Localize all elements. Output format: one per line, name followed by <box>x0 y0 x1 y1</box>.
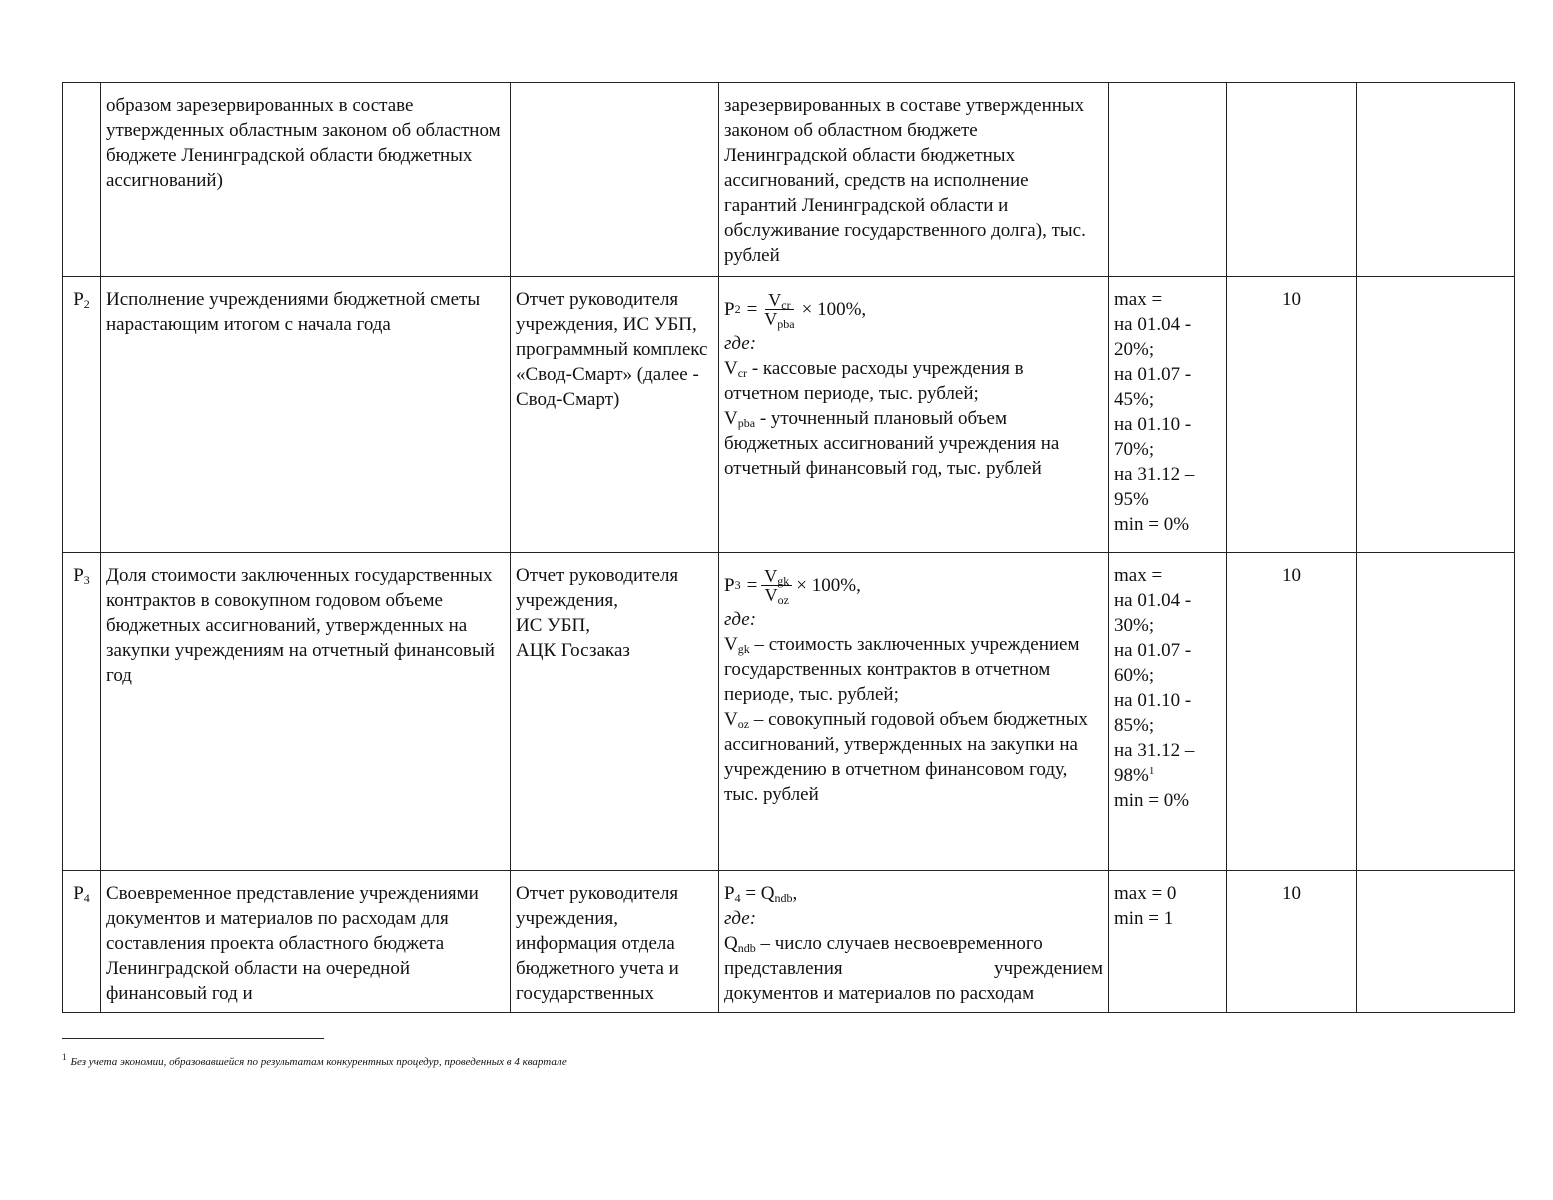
value-range-text: 85%; <box>1114 715 1155 736</box>
variable-symbol: V <box>724 709 738 730</box>
formula-equals: = <box>740 883 761 904</box>
value-range-line <box>1114 387 1221 412</box>
max-points-value: 10 <box>1282 565 1301 586</box>
criterion-number <box>63 871 101 1013</box>
data-source <box>511 83 719 277</box>
formula-multiplier: × 100%, <box>801 298 867 320</box>
value-range-text: на 01.04 - <box>1114 590 1192 611</box>
table-row <box>63 871 1515 1013</box>
calculation-method <box>719 871 1109 1013</box>
value-range <box>1109 277 1227 553</box>
variable-definition-line <box>724 981 1103 1006</box>
formula: P 2 = $\frac{V_{cr}}{V_{pba}}$ × 100%, <box>724 289 867 331</box>
empty-cell <box>1357 277 1515 553</box>
calculation-method <box>719 277 1109 553</box>
value-range-line <box>1114 613 1221 638</box>
denominator-index: pba <box>777 316 795 331</box>
formula-equals: = <box>746 298 758 320</box>
formula-lhs-index: 4 <box>734 891 741 905</box>
formula-denominator <box>762 584 792 607</box>
calculation-method <box>719 83 1109 277</box>
table-row <box>63 83 1515 277</box>
max-points <box>1227 871 1357 1013</box>
value-range-line <box>1114 462 1221 487</box>
value-range-line <box>1114 638 1221 663</box>
variable-symbol: V <box>724 408 738 429</box>
criterion-number-index: 4 <box>83 891 90 905</box>
formula <box>724 881 1103 906</box>
variable-definition-line <box>724 956 1103 981</box>
variable-index: gk <box>737 642 750 656</box>
formula-rhs-index: ndb <box>774 891 793 905</box>
variable-index: oz <box>737 717 750 731</box>
value-range <box>1109 553 1227 871</box>
formula-where-label: где: <box>724 609 757 630</box>
value-range-text: на 01.10 - <box>1114 414 1192 435</box>
variable-symbol: V <box>724 358 738 379</box>
value-range-line <box>1114 906 1221 931</box>
formula-numerator <box>761 567 792 586</box>
value-range-line <box>1114 563 1221 588</box>
criterion-name <box>101 83 511 277</box>
empty-cell <box>1357 83 1515 277</box>
data-source <box>511 871 719 1013</box>
variable-index: ndb <box>737 941 756 955</box>
numerator-index: cr <box>781 297 791 312</box>
value-range-line <box>1114 512 1221 537</box>
criterion-number <box>63 277 101 553</box>
variable-description: - кассовые расходы учреждения в отчетном периоде, тыс. рублей; <box>724 358 1024 404</box>
value-range-text: max = <box>1114 289 1163 310</box>
footnote-text: Без учета экономии, образовавшейся по результатам конкурентных процедур, проведенных в 4 квартале <box>70 1056 567 1068</box>
value-range-text: min = 1 <box>1114 908 1174 929</box>
criterion-name-text: Исполнение учреждениями бюджетной сметы нарастающим итогом с начала года <box>106 289 481 335</box>
value-range-text: на 31.12 – <box>1114 740 1195 761</box>
value-range-line <box>1114 713 1221 738</box>
formula-equals: = <box>746 574 758 596</box>
table-row <box>63 553 1515 871</box>
variable-definition <box>724 406 1103 481</box>
variable-index: pba <box>737 416 756 430</box>
variable-description: – стоимость заключенных учреждением государственных контрактов в отчетном периоде, тыс. рублей; <box>724 634 1080 705</box>
formula-numerator <box>765 291 793 310</box>
formula-rhs: Q <box>760 883 775 904</box>
criterion-number-letter: P <box>73 883 84 904</box>
variable-index: cr <box>737 366 748 380</box>
calculation-method <box>719 553 1109 871</box>
denominator-symbol: V <box>764 584 778 605</box>
max-points <box>1227 83 1357 277</box>
value-range-text: 45%; <box>1114 389 1155 410</box>
value-range-line <box>1114 437 1221 462</box>
criteria-table <box>62 82 1515 1013</box>
value-range-text: на 31.12 – <box>1114 464 1195 485</box>
formula-fraction <box>761 289 797 331</box>
data-source-line: Отчет руководителя <box>516 565 679 586</box>
formula-where-label: где: <box>724 908 757 929</box>
formula-lhs: P <box>724 574 735 596</box>
max-points-value: 10 <box>1282 289 1301 310</box>
variable-definition <box>724 356 1103 406</box>
data-source-line: ИС УБП, <box>516 615 590 636</box>
value-range-text: min = 0% <box>1114 790 1190 811</box>
value-range <box>1109 83 1227 277</box>
footnote <box>62 1052 567 1068</box>
value-range-line <box>1114 688 1221 713</box>
value-range-line <box>1114 588 1221 613</box>
numerator-symbol: V <box>764 565 778 586</box>
value-range-text: на 01.04 - <box>1114 314 1192 335</box>
empty-cell <box>1357 553 1515 871</box>
formula-denominator <box>761 308 797 331</box>
formula-multiplier: × 100%, <box>796 574 861 596</box>
criterion-number-letter: P <box>73 565 84 586</box>
value-range-text: 70%; <box>1114 439 1155 460</box>
value-range-text: 98% <box>1114 765 1149 786</box>
value-range-text: на 01.07 - <box>1114 364 1192 385</box>
value-range-text: на 01.07 - <box>1114 640 1192 661</box>
criterion-number <box>63 83 101 277</box>
data-source-line: АЦК Госзаказ <box>516 640 630 661</box>
denominator-symbol: V <box>764 308 778 329</box>
value-range-line <box>1114 663 1221 688</box>
value-range-line <box>1114 337 1221 362</box>
value-range-text: на 01.10 - <box>1114 690 1192 711</box>
value-range-text: 20%; <box>1114 339 1155 360</box>
value-range-line <box>1114 312 1221 337</box>
variable-definition <box>724 632 1103 707</box>
criterion-name <box>101 553 511 871</box>
criterion-name <box>101 277 511 553</box>
variable-symbol: Q <box>724 933 738 954</box>
footnote-rule <box>62 1038 324 1039</box>
variable-symbol: V <box>724 634 738 655</box>
variable-description: документов и материалов по расходам <box>724 983 1035 1004</box>
criterion-name-text: образом зарезервированных в составе утвержденных областным законом об областном бюджете Ленинградской области бюджетных ассигнований) <box>106 95 501 191</box>
footnote-reference: 1 <box>1148 765 1155 777</box>
value-range <box>1109 871 1227 1013</box>
footnote-mark: 1 <box>62 1052 67 1062</box>
criterion-number-index: 3 <box>83 573 90 587</box>
numerator-symbol: V <box>768 289 782 310</box>
table-row <box>63 277 1515 553</box>
max-points <box>1227 553 1357 871</box>
data-source-line: учреждения, <box>516 590 619 611</box>
value-range-line <box>1114 788 1221 813</box>
value-range-line <box>1114 362 1221 387</box>
value-range-text: 60%; <box>1114 665 1155 686</box>
value-range-text: max = <box>1114 565 1163 586</box>
max-points-value: 10 <box>1282 883 1301 904</box>
value-range-line <box>1114 287 1221 312</box>
value-range-text: 95% <box>1114 489 1149 510</box>
value-range-text: min = 0% <box>1114 514 1190 535</box>
denominator-index: oz <box>777 592 789 607</box>
variable-description: - уточненный плановый объем бюджетных ассигнований учреждения на отчетный финансовый год, тыс. рублей <box>724 408 1060 479</box>
formula: P 3 = $\frac{V_{gk}}{V_{oz}}$ × 100%, <box>724 565 861 607</box>
value-range-line <box>1114 881 1221 906</box>
data-source-text: Отчет руководителя учреждения, информация отдела бюджетного учета и государственных <box>516 883 679 1004</box>
criterion-number-letter: P <box>73 289 84 310</box>
formula-lhs: P <box>724 298 735 320</box>
criterion-name-text: Своевременное представление учреждениями документов и материалов по расходам для составления проекта областного бюджета Ленинградской области на очередной финансовый год и <box>106 883 479 1004</box>
value-range-line <box>1114 487 1221 512</box>
max-points <box>1227 277 1357 553</box>
calculation-text: зарезервированных в составе утвержденных законом об областном бюджете Ленинградской области бюджетных ассигнований, средств на исполнение гарантий Ленинградской области и обслуживание государственного долга), тыс. рублей <box>724 95 1086 266</box>
variable-description: – совокупный годовой объем бюджетных ассигнований, утвержденных на закупки на учреждению в отчетном финансовом году, тыс. рублей <box>724 709 1088 805</box>
criterion-name <box>101 871 511 1013</box>
variable-definition <box>724 707 1103 807</box>
numerator-index: gk <box>777 573 790 588</box>
data-source-text: Отчет руководителя учреждения, ИС УБП, программный комплекс «Свод-Смарт» (далее - Свод-Смарт) <box>516 289 708 410</box>
criterion-name-text: Доля стоимости заключенных государственных контрактов в совокупном годовом объеме бюджетных ассигнований, утвержденных на закупки учреждениям на отчетный финансовый год <box>106 565 495 686</box>
variable-definition-line <box>724 931 1103 956</box>
variable-description: – число случаев несвоевременного <box>755 933 1043 954</box>
formula-fraction <box>761 565 792 607</box>
value-range-line <box>1114 412 1221 437</box>
value-range-text: max = 0 <box>1114 883 1177 904</box>
empty-cell <box>1357 871 1515 1013</box>
data-source <box>511 553 719 871</box>
formula-lhs: P <box>724 883 735 904</box>
value-range-line <box>1114 738 1221 763</box>
criterion-number <box>63 553 101 871</box>
value-range-line <box>1114 763 1221 788</box>
value-range-text: 30%; <box>1114 615 1155 636</box>
formula-tail: , <box>792 883 798 904</box>
formula-where-label: где: <box>724 333 757 354</box>
variable-description: представления учреждением <box>724 958 1103 979</box>
criterion-number-index: 2 <box>83 297 90 311</box>
data-source <box>511 277 719 553</box>
